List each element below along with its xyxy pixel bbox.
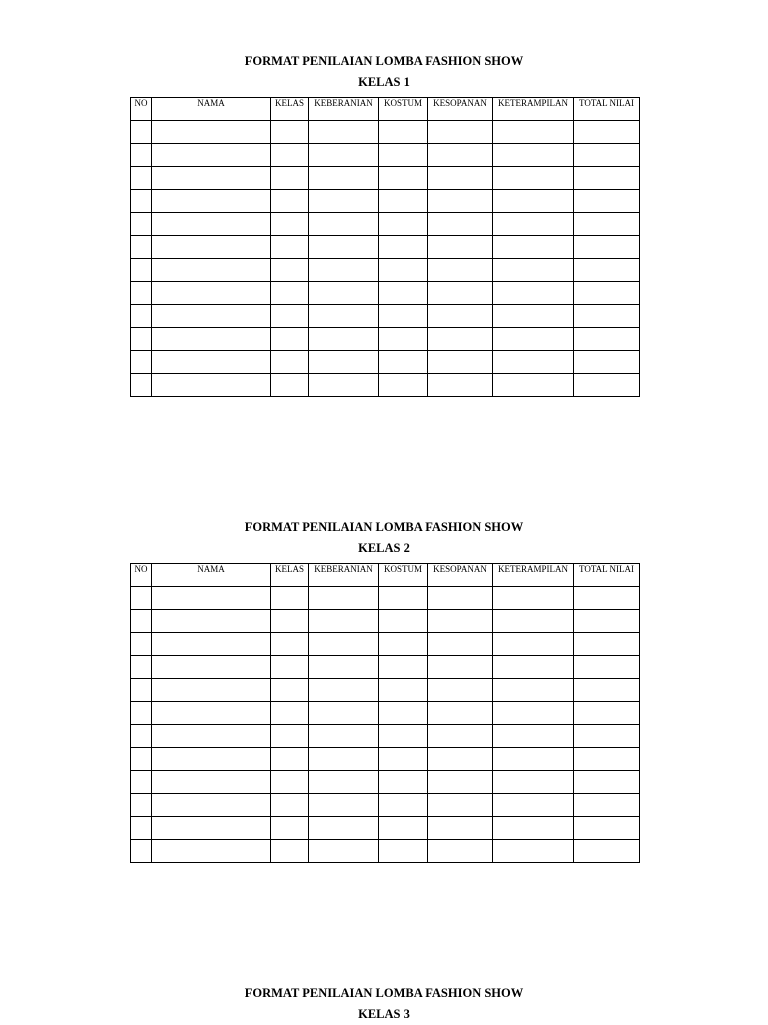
table-row bbox=[131, 305, 640, 328]
table-cell bbox=[493, 587, 574, 610]
form-title: FORMAT PENILAIAN LOMBA FASHION SHOW bbox=[244, 54, 524, 68]
table-cell bbox=[152, 190, 271, 213]
header-nama: NAMA bbox=[152, 98, 271, 121]
table-cell bbox=[574, 817, 640, 840]
table-cell bbox=[428, 610, 493, 633]
table-cell bbox=[493, 771, 574, 794]
table-cell bbox=[131, 213, 152, 236]
table-cell bbox=[131, 771, 152, 794]
table-cell bbox=[493, 840, 574, 863]
header-nama: NAMA bbox=[152, 564, 271, 587]
table-cell bbox=[309, 748, 379, 771]
table-row bbox=[131, 633, 640, 656]
table-cell bbox=[309, 656, 379, 679]
table-cell bbox=[131, 794, 152, 817]
table-cell bbox=[271, 633, 309, 656]
table-cell bbox=[271, 213, 309, 236]
header-total-nilai: TOTAL NILAI bbox=[574, 98, 640, 121]
table-cell bbox=[379, 610, 428, 633]
table-cell bbox=[574, 351, 640, 374]
table-cell bbox=[428, 633, 493, 656]
table-header-row bbox=[131, 564, 640, 587]
table-cell bbox=[428, 817, 493, 840]
table-cell bbox=[379, 305, 428, 328]
table-cell bbox=[271, 817, 309, 840]
table-cell bbox=[493, 817, 574, 840]
score-table bbox=[130, 97, 640, 397]
table-cell bbox=[271, 702, 309, 725]
table-row bbox=[131, 771, 640, 794]
table-cell bbox=[152, 794, 271, 817]
table-cell bbox=[152, 725, 271, 748]
table-cell bbox=[574, 328, 640, 351]
table-cell bbox=[574, 236, 640, 259]
section-kelas-3 bbox=[0, 983, 768, 1025]
table-cell bbox=[493, 328, 574, 351]
table-cell bbox=[379, 748, 428, 771]
table-cell bbox=[152, 748, 271, 771]
table-cell bbox=[428, 236, 493, 259]
table-cell bbox=[152, 702, 271, 725]
table-cell bbox=[271, 771, 309, 794]
table-cell bbox=[309, 282, 379, 305]
table-cell bbox=[574, 748, 640, 771]
table-row bbox=[131, 190, 640, 213]
table-cell bbox=[309, 236, 379, 259]
table-row bbox=[131, 282, 640, 305]
table-cell bbox=[379, 702, 428, 725]
header-kostum: KOSTUM bbox=[379, 564, 428, 587]
table-cell bbox=[152, 633, 271, 656]
table-cell bbox=[271, 610, 309, 633]
table-cell bbox=[428, 656, 493, 679]
table-cell bbox=[493, 259, 574, 282]
table-cell bbox=[131, 167, 152, 190]
table-cell bbox=[271, 351, 309, 374]
table-cell bbox=[271, 282, 309, 305]
table-cell bbox=[152, 282, 271, 305]
table-cell bbox=[271, 840, 309, 863]
header-kesopanan: KESOPANAN bbox=[428, 98, 493, 121]
table-cell bbox=[574, 167, 640, 190]
table-cell bbox=[428, 351, 493, 374]
table-cell bbox=[574, 656, 640, 679]
table-cell bbox=[131, 144, 152, 167]
table-cell bbox=[493, 236, 574, 259]
table-row bbox=[131, 213, 640, 236]
table-cell bbox=[428, 282, 493, 305]
table-cell bbox=[131, 748, 152, 771]
table-cell bbox=[574, 725, 640, 748]
table-cell bbox=[493, 702, 574, 725]
table-cell bbox=[574, 374, 640, 397]
table-cell bbox=[493, 351, 574, 374]
table-cell bbox=[271, 236, 309, 259]
table-cell bbox=[493, 167, 574, 190]
table-row bbox=[131, 121, 640, 144]
table-cell bbox=[271, 144, 309, 167]
table-cell bbox=[428, 305, 493, 328]
class-subtitle: KELAS 3 bbox=[358, 1007, 410, 1021]
table-cell bbox=[131, 282, 152, 305]
table-cell bbox=[309, 374, 379, 397]
table-cell bbox=[152, 771, 271, 794]
table-cell bbox=[493, 794, 574, 817]
table-cell bbox=[309, 351, 379, 374]
table-cell bbox=[574, 587, 640, 610]
table-cell bbox=[493, 213, 574, 236]
table-cell bbox=[493, 725, 574, 748]
table-cell bbox=[152, 679, 271, 702]
table-cell bbox=[152, 610, 271, 633]
table-cell bbox=[493, 633, 574, 656]
table-row bbox=[131, 656, 640, 679]
table-row bbox=[131, 610, 640, 633]
header-total-nilai: TOTAL NILAI bbox=[574, 564, 640, 587]
table-cell bbox=[493, 282, 574, 305]
table-row bbox=[131, 167, 640, 190]
table-cell bbox=[379, 328, 428, 351]
table-cell bbox=[152, 236, 271, 259]
table-cell bbox=[428, 725, 493, 748]
header-kelas: KELAS bbox=[271, 564, 309, 587]
table-cell bbox=[271, 121, 309, 144]
header-keberanian: KEBERANIAN bbox=[309, 98, 379, 121]
table-cell bbox=[152, 840, 271, 863]
table-cell bbox=[379, 817, 428, 840]
table-cell bbox=[493, 610, 574, 633]
table-cell bbox=[428, 840, 493, 863]
table-cell bbox=[131, 817, 152, 840]
table-cell bbox=[309, 190, 379, 213]
table-cell bbox=[152, 121, 271, 144]
header-no: NO bbox=[131, 98, 152, 121]
table-cell bbox=[152, 328, 271, 351]
table-cell bbox=[131, 633, 152, 656]
score-table bbox=[130, 563, 640, 863]
table-cell bbox=[574, 213, 640, 236]
table-cell bbox=[379, 374, 428, 397]
table-cell bbox=[493, 305, 574, 328]
table-cell bbox=[271, 374, 309, 397]
table-cell bbox=[309, 587, 379, 610]
table-cell bbox=[428, 374, 493, 397]
table-cell bbox=[271, 305, 309, 328]
table-cell bbox=[131, 328, 152, 351]
table-cell bbox=[152, 351, 271, 374]
table-cell bbox=[379, 144, 428, 167]
table-cell bbox=[309, 167, 379, 190]
table-row bbox=[131, 679, 640, 702]
table-cell bbox=[493, 121, 574, 144]
table-cell bbox=[574, 633, 640, 656]
table-cell bbox=[493, 374, 574, 397]
table-cell bbox=[152, 167, 271, 190]
table-row bbox=[131, 702, 640, 725]
table-cell bbox=[309, 213, 379, 236]
table-cell bbox=[309, 817, 379, 840]
table-cell bbox=[574, 702, 640, 725]
table-cell bbox=[152, 305, 271, 328]
table-cell bbox=[152, 374, 271, 397]
table-cell bbox=[493, 748, 574, 771]
table-cell bbox=[131, 351, 152, 374]
table-row bbox=[131, 748, 640, 771]
table-cell bbox=[131, 702, 152, 725]
table-cell bbox=[379, 213, 428, 236]
table-cell bbox=[428, 587, 493, 610]
table-row bbox=[131, 374, 640, 397]
table-cell bbox=[574, 840, 640, 863]
table-cell bbox=[379, 282, 428, 305]
table-cell bbox=[574, 144, 640, 167]
table-cell bbox=[309, 725, 379, 748]
table-cell bbox=[493, 656, 574, 679]
table-row bbox=[131, 840, 640, 863]
header-keterampilan: KETERAMPILAN bbox=[493, 98, 574, 121]
table-cell bbox=[574, 794, 640, 817]
table-cell bbox=[309, 840, 379, 863]
table-cell bbox=[493, 144, 574, 167]
table-cell bbox=[428, 144, 493, 167]
table-cell bbox=[379, 633, 428, 656]
table-cell bbox=[309, 121, 379, 144]
table-cell bbox=[493, 190, 574, 213]
table-cell bbox=[379, 587, 428, 610]
table-row bbox=[131, 328, 640, 351]
table-cell bbox=[152, 213, 271, 236]
table-cell bbox=[379, 190, 428, 213]
table-row bbox=[131, 259, 640, 282]
table-cell bbox=[428, 121, 493, 144]
table-cell bbox=[428, 679, 493, 702]
form-title: FORMAT PENILAIAN LOMBA FASHION SHOW bbox=[244, 520, 524, 534]
table-cell bbox=[428, 328, 493, 351]
table-cell bbox=[309, 794, 379, 817]
table-cell bbox=[428, 167, 493, 190]
table-cell bbox=[379, 679, 428, 702]
header-keberanian: KEBERANIAN bbox=[309, 564, 379, 587]
table-cell bbox=[309, 679, 379, 702]
table-cell bbox=[309, 144, 379, 167]
table-cell bbox=[574, 190, 640, 213]
table-cell bbox=[428, 702, 493, 725]
table-cell bbox=[271, 328, 309, 351]
table-cell bbox=[379, 121, 428, 144]
table-row bbox=[131, 351, 640, 374]
table-cell bbox=[271, 794, 309, 817]
table-row bbox=[131, 236, 640, 259]
table-cell bbox=[131, 656, 152, 679]
table-cell bbox=[131, 190, 152, 213]
table-row bbox=[131, 725, 640, 748]
table-cell bbox=[428, 748, 493, 771]
table-cell bbox=[271, 725, 309, 748]
table-cell bbox=[428, 213, 493, 236]
table-cell bbox=[574, 679, 640, 702]
header-kelas: KELAS bbox=[271, 98, 309, 121]
table-cell bbox=[131, 587, 152, 610]
table-cell bbox=[574, 121, 640, 144]
table-cell bbox=[309, 771, 379, 794]
table-cell bbox=[131, 121, 152, 144]
table-cell bbox=[271, 167, 309, 190]
table-cell bbox=[574, 259, 640, 282]
table-cell bbox=[271, 259, 309, 282]
table-row bbox=[131, 144, 640, 167]
header-no: NO bbox=[131, 564, 152, 587]
table-cell bbox=[379, 656, 428, 679]
table-cell bbox=[271, 190, 309, 213]
table-cell bbox=[309, 259, 379, 282]
table-cell bbox=[271, 587, 309, 610]
table-cell bbox=[131, 259, 152, 282]
table-cell bbox=[131, 305, 152, 328]
table-cell bbox=[152, 656, 271, 679]
table-cell bbox=[379, 794, 428, 817]
form-title: FORMAT PENILAIAN LOMBA FASHION SHOW bbox=[244, 986, 524, 1000]
table-cell bbox=[152, 587, 271, 610]
table-cell bbox=[379, 725, 428, 748]
section-kelas-1 bbox=[0, 51, 768, 93]
table-cell bbox=[574, 282, 640, 305]
table-row bbox=[131, 817, 640, 840]
table-cell bbox=[379, 840, 428, 863]
table-cell bbox=[574, 305, 640, 328]
section-kelas-2 bbox=[0, 517, 768, 559]
header-keterampilan: KETERAMPILAN bbox=[493, 564, 574, 587]
table-cell bbox=[131, 840, 152, 863]
table-header-row bbox=[131, 98, 640, 121]
table-cell bbox=[309, 633, 379, 656]
table-cell bbox=[152, 259, 271, 282]
class-subtitle: KELAS 2 bbox=[358, 541, 410, 555]
table-cell bbox=[271, 656, 309, 679]
table-cell bbox=[131, 725, 152, 748]
table-row bbox=[131, 587, 640, 610]
table-cell bbox=[309, 702, 379, 725]
table-cell bbox=[152, 144, 271, 167]
table-cell bbox=[131, 374, 152, 397]
table-cell bbox=[309, 610, 379, 633]
class-subtitle: KELAS 1 bbox=[358, 75, 410, 89]
table-cell bbox=[428, 771, 493, 794]
table-cell bbox=[271, 748, 309, 771]
header-kesopanan: KESOPANAN bbox=[428, 564, 493, 587]
table-cell bbox=[428, 794, 493, 817]
table-cell bbox=[271, 679, 309, 702]
table-cell bbox=[574, 771, 640, 794]
table-cell bbox=[131, 610, 152, 633]
table-cell bbox=[309, 305, 379, 328]
table-cell bbox=[379, 351, 428, 374]
table-cell bbox=[574, 610, 640, 633]
table-cell bbox=[428, 190, 493, 213]
header-kostum: KOSTUM bbox=[379, 98, 428, 121]
table-cell bbox=[131, 679, 152, 702]
table-cell bbox=[379, 236, 428, 259]
table-cell bbox=[379, 771, 428, 794]
table-cell bbox=[379, 259, 428, 282]
table-cell bbox=[428, 259, 493, 282]
table-cell bbox=[309, 328, 379, 351]
table-row bbox=[131, 794, 640, 817]
table-cell bbox=[131, 236, 152, 259]
table-cell bbox=[493, 679, 574, 702]
table-cell bbox=[152, 817, 271, 840]
table-cell bbox=[379, 167, 428, 190]
